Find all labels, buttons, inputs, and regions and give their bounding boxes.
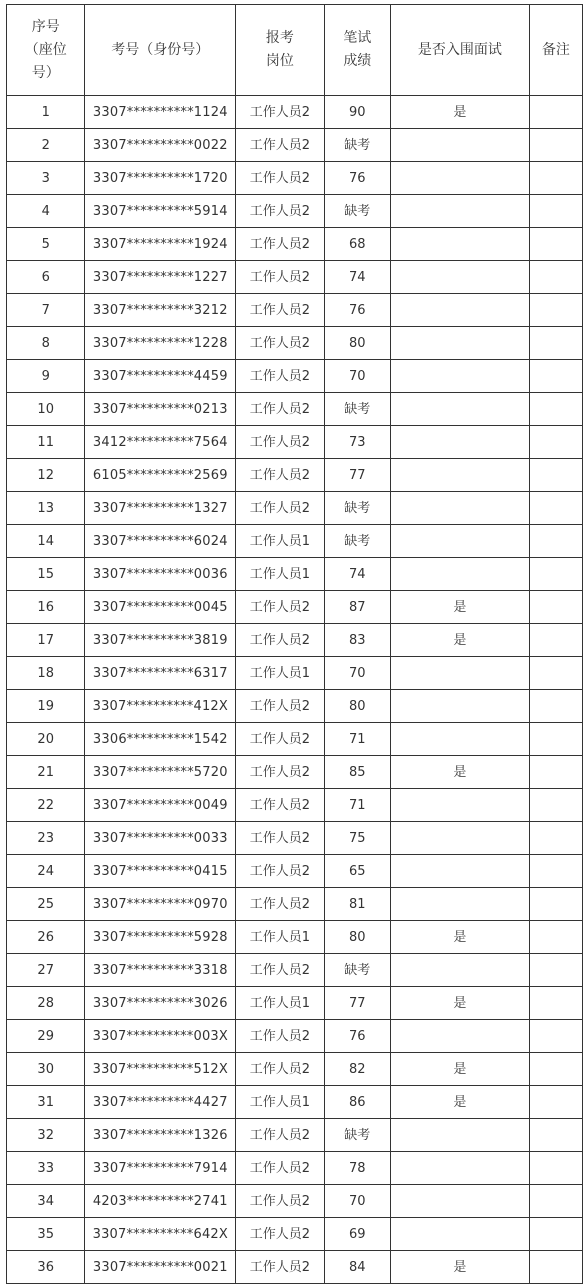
cell-interview bbox=[390, 195, 529, 228]
table-row bbox=[7, 1053, 583, 1086]
cell-exam-id: 3307**********0045 bbox=[85, 591, 236, 624]
cell-interview bbox=[390, 1020, 529, 1053]
cell-interview bbox=[390, 261, 529, 294]
cell-score: 74 bbox=[324, 558, 390, 591]
cell-note bbox=[529, 987, 582, 1020]
cell-interview: 是 bbox=[390, 591, 529, 624]
cell-exam-id: 3307**********1327 bbox=[85, 492, 236, 525]
cell-seq: 24 bbox=[7, 855, 85, 888]
cell-position: 工作人员2 bbox=[236, 1119, 324, 1152]
cell-score: 70 bbox=[324, 1185, 390, 1218]
cell-interview bbox=[390, 228, 529, 261]
cell-exam-id: 3307**********1326 bbox=[85, 1119, 236, 1152]
cell-score: 75 bbox=[324, 822, 390, 855]
header-seq-line-3: 号） bbox=[31, 64, 60, 81]
cell-exam-id: 4203**********2741 bbox=[85, 1185, 236, 1218]
cell-position: 工作人员1 bbox=[236, 921, 324, 954]
cell-note bbox=[529, 162, 582, 195]
cell-note bbox=[529, 756, 582, 789]
table-row bbox=[7, 393, 583, 426]
table-row bbox=[7, 987, 583, 1020]
cell-note bbox=[529, 228, 582, 261]
cell-note bbox=[529, 1185, 582, 1218]
cell-exam-id: 3307**********1924 bbox=[85, 228, 236, 261]
header-interview: 是否入围面试 bbox=[390, 5, 529, 96]
cell-exam-id: 3307**********0022 bbox=[85, 129, 236, 162]
cell-interview bbox=[390, 657, 529, 690]
cell-seq: 16 bbox=[7, 591, 85, 624]
cell-seq: 30 bbox=[7, 1053, 85, 1086]
cell-exam-id: 3307**********7914 bbox=[85, 1152, 236, 1185]
cell-interview bbox=[390, 360, 529, 393]
header-score-line-1: 笔试 bbox=[343, 30, 372, 46]
cell-position: 工作人员1 bbox=[236, 987, 324, 1020]
cell-note bbox=[529, 591, 582, 624]
header-position-line-1: 报考 bbox=[265, 30, 294, 46]
cell-seq: 27 bbox=[7, 954, 85, 987]
cell-exam-id: 3307**********4459 bbox=[85, 360, 236, 393]
cell-position: 工作人员2 bbox=[236, 96, 324, 129]
cell-seq: 23 bbox=[7, 822, 85, 855]
cell-seq: 1 bbox=[7, 96, 85, 129]
cell-interview bbox=[390, 723, 529, 756]
header-seq-line-2: （座位 bbox=[24, 41, 67, 58]
cell-score: 76 bbox=[324, 1020, 390, 1053]
cell-score: 83 bbox=[324, 624, 390, 657]
header-note: 备注 bbox=[529, 5, 582, 96]
cell-note bbox=[529, 195, 582, 228]
cell-score: 78 bbox=[324, 1152, 390, 1185]
cell-seq: 12 bbox=[7, 459, 85, 492]
cell-position: 工作人员2 bbox=[236, 690, 324, 723]
table-row bbox=[7, 1152, 583, 1185]
cell-exam-id: 3307**********0049 bbox=[85, 789, 236, 822]
cell-exam-id: 3307**********0036 bbox=[85, 558, 236, 591]
cell-note bbox=[529, 129, 582, 162]
table-row bbox=[7, 756, 583, 789]
cell-position: 工作人员2 bbox=[236, 888, 324, 921]
cell-seq: 13 bbox=[7, 492, 85, 525]
cell-note bbox=[529, 459, 582, 492]
table-row bbox=[7, 459, 583, 492]
cell-note bbox=[529, 1053, 582, 1086]
cell-exam-id: 3307**********4427 bbox=[85, 1086, 236, 1119]
cell-score: 76 bbox=[324, 294, 390, 327]
cell-note bbox=[529, 789, 582, 822]
cell-seq: 6 bbox=[7, 261, 85, 294]
table-header bbox=[7, 5, 583, 96]
cell-score: 68 bbox=[324, 228, 390, 261]
results-table-container bbox=[6, 4, 583, 1284]
cell-exam-id: 6105**********2569 bbox=[85, 459, 236, 492]
cell-exam-id: 3307**********1228 bbox=[85, 327, 236, 360]
cell-interview: 是 bbox=[390, 1251, 529, 1284]
cell-position: 工作人员2 bbox=[236, 228, 324, 261]
cell-exam-id: 3307**********0033 bbox=[85, 822, 236, 855]
cell-note bbox=[529, 921, 582, 954]
cell-position: 工作人员2 bbox=[236, 789, 324, 822]
cell-position: 工作人员1 bbox=[236, 657, 324, 690]
cell-exam-id: 3307**********0021 bbox=[85, 1251, 236, 1284]
cell-interview bbox=[390, 129, 529, 162]
cell-interview: 是 bbox=[390, 1086, 529, 1119]
table-row bbox=[7, 1251, 583, 1284]
cell-score: 80 bbox=[324, 921, 390, 954]
cell-score: 71 bbox=[324, 789, 390, 822]
cell-exam-id: 3307**********3026 bbox=[85, 987, 236, 1020]
cell-note bbox=[529, 888, 582, 921]
table-row bbox=[7, 426, 583, 459]
table-row bbox=[7, 228, 583, 261]
cell-seq: 25 bbox=[7, 888, 85, 921]
table-row bbox=[7, 96, 583, 129]
cell-position: 工作人员2 bbox=[236, 855, 324, 888]
cell-score: 82 bbox=[324, 1053, 390, 1086]
cell-note bbox=[529, 360, 582, 393]
header-seq bbox=[7, 5, 85, 96]
cell-position: 工作人员1 bbox=[236, 525, 324, 558]
cell-note bbox=[529, 294, 582, 327]
cell-seq: 7 bbox=[7, 294, 85, 327]
cell-position: 工作人员1 bbox=[236, 558, 324, 591]
cell-interview: 是 bbox=[390, 987, 529, 1020]
cell-note bbox=[529, 1119, 582, 1152]
cell-position: 工作人员2 bbox=[236, 1251, 324, 1284]
cell-exam-id: 3307**********642X bbox=[85, 1218, 236, 1251]
cell-score: 73 bbox=[324, 426, 390, 459]
table-row bbox=[7, 195, 583, 228]
cell-seq: 17 bbox=[7, 624, 85, 657]
cell-exam-id: 3307**********512X bbox=[85, 1053, 236, 1086]
header-seq-line-1: 序号 bbox=[31, 18, 60, 35]
cell-score: 77 bbox=[324, 987, 390, 1020]
cell-interview bbox=[390, 294, 529, 327]
cell-note bbox=[529, 657, 582, 690]
cell-position: 工作人员2 bbox=[236, 591, 324, 624]
cell-seq: 22 bbox=[7, 789, 85, 822]
cell-seq: 31 bbox=[7, 1086, 85, 1119]
cell-note bbox=[529, 624, 582, 657]
cell-score: 77 bbox=[324, 459, 390, 492]
cell-position: 工作人员1 bbox=[236, 1086, 324, 1119]
cell-score: 缺考 bbox=[324, 195, 390, 228]
cell-note bbox=[529, 1152, 582, 1185]
table-row bbox=[7, 789, 583, 822]
cell-position: 工作人员2 bbox=[236, 954, 324, 987]
cell-note bbox=[529, 954, 582, 987]
cell-position: 工作人员2 bbox=[236, 294, 324, 327]
cell-score: 缺考 bbox=[324, 129, 390, 162]
cell-seq: 11 bbox=[7, 426, 85, 459]
cell-note bbox=[529, 1020, 582, 1053]
cell-exam-id: 3307**********0970 bbox=[85, 888, 236, 921]
cell-score: 80 bbox=[324, 690, 390, 723]
cell-exam-id: 3307**********1227 bbox=[85, 261, 236, 294]
cell-seq: 21 bbox=[7, 756, 85, 789]
cell-seq: 29 bbox=[7, 1020, 85, 1053]
cell-seq: 8 bbox=[7, 327, 85, 360]
cell-interview bbox=[390, 525, 529, 558]
cell-note bbox=[529, 96, 582, 129]
cell-seq: 32 bbox=[7, 1119, 85, 1152]
cell-position: 工作人员2 bbox=[236, 162, 324, 195]
cell-position: 工作人员2 bbox=[236, 756, 324, 789]
cell-seq: 5 bbox=[7, 228, 85, 261]
header-exam-id: 考号（身份号） bbox=[85, 5, 236, 96]
table-row bbox=[7, 855, 583, 888]
cell-score: 缺考 bbox=[324, 525, 390, 558]
cell-interview: 是 bbox=[390, 756, 529, 789]
cell-score: 86 bbox=[324, 1086, 390, 1119]
table-row bbox=[7, 1119, 583, 1152]
cell-score: 缺考 bbox=[324, 954, 390, 987]
header-position bbox=[236, 5, 324, 96]
cell-interview bbox=[390, 459, 529, 492]
table-row bbox=[7, 624, 583, 657]
table-row bbox=[7, 954, 583, 987]
cell-exam-id: 3307**********412X bbox=[85, 690, 236, 723]
cell-score: 80 bbox=[324, 327, 390, 360]
cell-exam-id: 3307**********1124 bbox=[85, 96, 236, 129]
cell-exam-id: 3306**********1542 bbox=[85, 723, 236, 756]
table-row bbox=[7, 1086, 583, 1119]
cell-position: 工作人员2 bbox=[236, 1185, 324, 1218]
cell-interview: 是 bbox=[390, 1053, 529, 1086]
cell-score: 65 bbox=[324, 855, 390, 888]
cell-score: 70 bbox=[324, 360, 390, 393]
cell-position: 工作人员2 bbox=[236, 129, 324, 162]
cell-seq: 33 bbox=[7, 1152, 85, 1185]
cell-position: 工作人员2 bbox=[236, 1218, 324, 1251]
cell-score: 缺考 bbox=[324, 393, 390, 426]
cell-interview bbox=[390, 1152, 529, 1185]
table-row bbox=[7, 261, 583, 294]
cell-interview bbox=[390, 888, 529, 921]
table-row bbox=[7, 492, 583, 525]
cell-position: 工作人员2 bbox=[236, 723, 324, 756]
cell-exam-id: 3307**********1720 bbox=[85, 162, 236, 195]
table-body bbox=[7, 96, 583, 1284]
cell-interview bbox=[390, 1119, 529, 1152]
cell-position: 工作人员2 bbox=[236, 624, 324, 657]
table-row bbox=[7, 558, 583, 591]
cell-note bbox=[529, 822, 582, 855]
cell-exam-id: 3307**********6024 bbox=[85, 525, 236, 558]
cell-exam-id: 3307**********3212 bbox=[85, 294, 236, 327]
cell-note bbox=[529, 690, 582, 723]
table-row bbox=[7, 591, 583, 624]
cell-position: 工作人员2 bbox=[236, 1020, 324, 1053]
cell-seq: 19 bbox=[7, 690, 85, 723]
cell-interview bbox=[390, 1185, 529, 1218]
cell-exam-id: 3307**********5928 bbox=[85, 921, 236, 954]
table-row bbox=[7, 657, 583, 690]
cell-seq: 35 bbox=[7, 1218, 85, 1251]
cell-interview bbox=[390, 1218, 529, 1251]
cell-note bbox=[529, 426, 582, 459]
cell-interview bbox=[390, 426, 529, 459]
cell-position: 工作人员2 bbox=[236, 327, 324, 360]
cell-position: 工作人员2 bbox=[236, 261, 324, 294]
cell-exam-id: 3307**********003X bbox=[85, 1020, 236, 1053]
cell-note bbox=[529, 723, 582, 756]
cell-note bbox=[529, 327, 582, 360]
cell-note bbox=[529, 1086, 582, 1119]
cell-interview bbox=[390, 558, 529, 591]
cell-seq: 10 bbox=[7, 393, 85, 426]
cell-seq: 9 bbox=[7, 360, 85, 393]
table-row bbox=[7, 921, 583, 954]
header-score-line-2: 成绩 bbox=[343, 53, 372, 69]
header-position-line-2: 岗位 bbox=[265, 53, 294, 69]
cell-score: 70 bbox=[324, 657, 390, 690]
cell-position: 工作人员2 bbox=[236, 1053, 324, 1086]
results-table bbox=[6, 4, 583, 1284]
cell-score: 缺考 bbox=[324, 492, 390, 525]
cell-seq: 34 bbox=[7, 1185, 85, 1218]
table-row bbox=[7, 723, 583, 756]
table-row bbox=[7, 690, 583, 723]
cell-position: 工作人员2 bbox=[236, 822, 324, 855]
table-row bbox=[7, 1218, 583, 1251]
cell-interview bbox=[390, 954, 529, 987]
table-row bbox=[7, 822, 583, 855]
cell-interview bbox=[390, 162, 529, 195]
table-row bbox=[7, 888, 583, 921]
cell-exam-id: 3307**********0415 bbox=[85, 855, 236, 888]
cell-note bbox=[529, 492, 582, 525]
cell-interview: 是 bbox=[390, 624, 529, 657]
table-row bbox=[7, 294, 583, 327]
cell-interview bbox=[390, 492, 529, 525]
cell-position: 工作人员2 bbox=[236, 459, 324, 492]
cell-seq: 36 bbox=[7, 1251, 85, 1284]
header-row bbox=[7, 5, 583, 96]
cell-seq: 26 bbox=[7, 921, 85, 954]
cell-position: 工作人员2 bbox=[236, 426, 324, 459]
cell-seq: 2 bbox=[7, 129, 85, 162]
cell-note bbox=[529, 261, 582, 294]
cell-position: 工作人员2 bbox=[236, 195, 324, 228]
cell-exam-id: 3307**********5720 bbox=[85, 756, 236, 789]
cell-note bbox=[529, 1218, 582, 1251]
cell-score: 69 bbox=[324, 1218, 390, 1251]
cell-seq: 18 bbox=[7, 657, 85, 690]
cell-interview bbox=[390, 690, 529, 723]
cell-position: 工作人员2 bbox=[236, 393, 324, 426]
cell-interview bbox=[390, 789, 529, 822]
cell-note bbox=[529, 558, 582, 591]
cell-note bbox=[529, 393, 582, 426]
cell-interview: 是 bbox=[390, 921, 529, 954]
cell-exam-id: 3412**********7564 bbox=[85, 426, 236, 459]
cell-exam-id: 3307**********3318 bbox=[85, 954, 236, 987]
cell-exam-id: 3307**********0213 bbox=[85, 393, 236, 426]
table-row bbox=[7, 1185, 583, 1218]
cell-score: 76 bbox=[324, 162, 390, 195]
cell-score: 74 bbox=[324, 261, 390, 294]
cell-position: 工作人员2 bbox=[236, 360, 324, 393]
cell-score: 缺考 bbox=[324, 1119, 390, 1152]
cell-interview: 是 bbox=[390, 96, 529, 129]
cell-seq: 14 bbox=[7, 525, 85, 558]
cell-note bbox=[529, 855, 582, 888]
cell-score: 71 bbox=[324, 723, 390, 756]
cell-exam-id: 3307**********5914 bbox=[85, 195, 236, 228]
cell-score: 85 bbox=[324, 756, 390, 789]
cell-seq: 4 bbox=[7, 195, 85, 228]
header-score bbox=[324, 5, 390, 96]
cell-seq: 20 bbox=[7, 723, 85, 756]
table-row bbox=[7, 525, 583, 558]
cell-score: 87 bbox=[324, 591, 390, 624]
table-row bbox=[7, 327, 583, 360]
table-row bbox=[7, 162, 583, 195]
cell-score: 84 bbox=[324, 1251, 390, 1284]
cell-seq: 15 bbox=[7, 558, 85, 591]
cell-seq: 28 bbox=[7, 987, 85, 1020]
cell-score: 81 bbox=[324, 888, 390, 921]
cell-interview bbox=[390, 327, 529, 360]
cell-exam-id: 3307**********3819 bbox=[85, 624, 236, 657]
cell-interview bbox=[390, 393, 529, 426]
cell-position: 工作人员2 bbox=[236, 492, 324, 525]
cell-seq: 3 bbox=[7, 162, 85, 195]
cell-exam-id: 3307**********6317 bbox=[85, 657, 236, 690]
cell-interview bbox=[390, 822, 529, 855]
cell-interview bbox=[390, 855, 529, 888]
table-row bbox=[7, 1020, 583, 1053]
cell-score: 90 bbox=[324, 96, 390, 129]
table-row bbox=[7, 360, 583, 393]
cell-position: 工作人员2 bbox=[236, 1152, 324, 1185]
cell-note bbox=[529, 525, 582, 558]
cell-note bbox=[529, 1251, 582, 1284]
table-row bbox=[7, 129, 583, 162]
